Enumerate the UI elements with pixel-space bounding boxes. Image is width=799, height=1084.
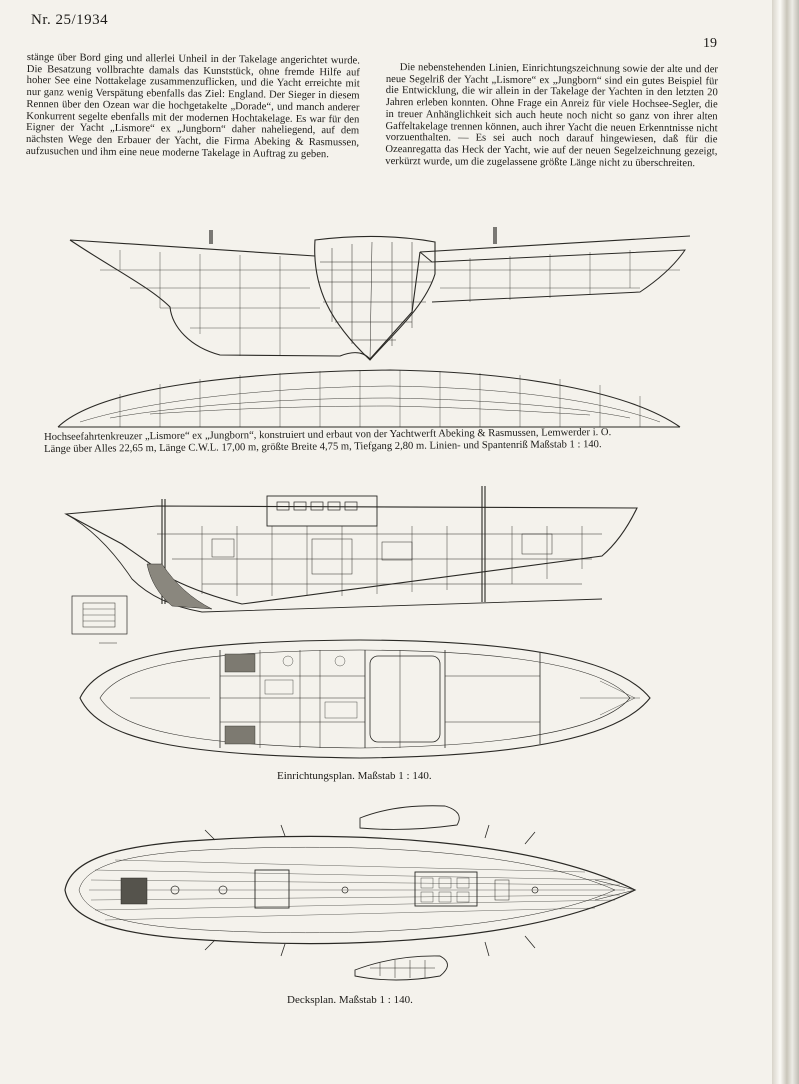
book-binding-edge: [772, 0, 799, 1084]
page-number: 19: [703, 36, 717, 51]
interior-plan-caption: Einrichtungsplan. Maßstab 1 : 140.: [277, 770, 432, 782]
lines-caption-line1: Hochseefahrtenkreuzer „Lismore“ ex „Jungborn“, konstruiert und erbaut von der Yachtwerft Abeking & Rasmussen, Lemwerder i. O.: [44, 427, 612, 443]
text-column-left: [26, 52, 360, 161]
lines-plan-drawing: [40, 222, 700, 432]
deck-plan-drawing: [55, 800, 645, 990]
lines-plan-caption: [44, 426, 704, 456]
lines-caption-line2: Länge über Alles 22,65 m, Länge C.W.L. 17,00 m, größte Breite 4,75 m, Tiefgang 2,80 m. Linien- und Spantenriß Maßstab 1 : 140.: [44, 439, 602, 455]
interior-profile-drawing: [62, 484, 662, 634]
deck-plan-caption: Decksplan. Maßstab 1 : 140.: [287, 994, 413, 1006]
paragraph-left: stänge über Bord ging und allerlei Unheil in der Takelage angerichtet wurde. Die Besatzung vollbrachte damals das Kunststück, ohne fremde Hilfe auf hoher See eine Nottakelage zusammenzuflicken, und die Yacht erreichte mit nur ganz wenig Verspätung ebenfalls das Ziel: England. Der Sieger in diesem Rennen über den Ozean war die hochgetakelte „Dorade“, und manch anderer Konkurrent segelte ebenfalls mit der modernen Hochtakelage. Es war für den Eigner der Yacht „Lismore“ ex „Jungborn“ daher naheliegend, auf dem nächsten Wege den Erbauer der Yacht, die Firma Abeking & Rasmussen, aufzusuchen und ihm eine neue moderne Takelage in Auftrag zu geben.: [25, 52, 360, 160]
paragraph-right: Die nebenstehenden Linien, Einrichtungszeichnung sowie der alte und der neue Segelriß der Yacht „Lismore“ ex „Jungborn“ sind ein gutes Beispiel für die Entwicklung, die wir allein in der Takelage der Yachten in den letzten 20 Jahren erleben konnten. Ohne Frage ein Anreiz für viele Hochsee-Segler, die in treuer Anhänglichkeit sich auch heute noch nicht so ganz von ihrer alten Gaffeltakelage trennen können, auch ihrer Yacht die neuen Erkenntnisse nicht vorzuenthalten. — Es sei auch noch darauf hingewiesen, daß für die Ozeanregatta das Heck der Yacht, wie auf der neuen Segelzeichnung gezeigt, verkürzt wurde, um die zugelassene größte Länge nicht zu überschreiten.: [385, 62, 718, 169]
interior-plan-drawing: [60, 636, 660, 766]
text-column-right: [385, 62, 718, 170]
issue-number: Nr. 25/1934: [31, 12, 109, 28]
